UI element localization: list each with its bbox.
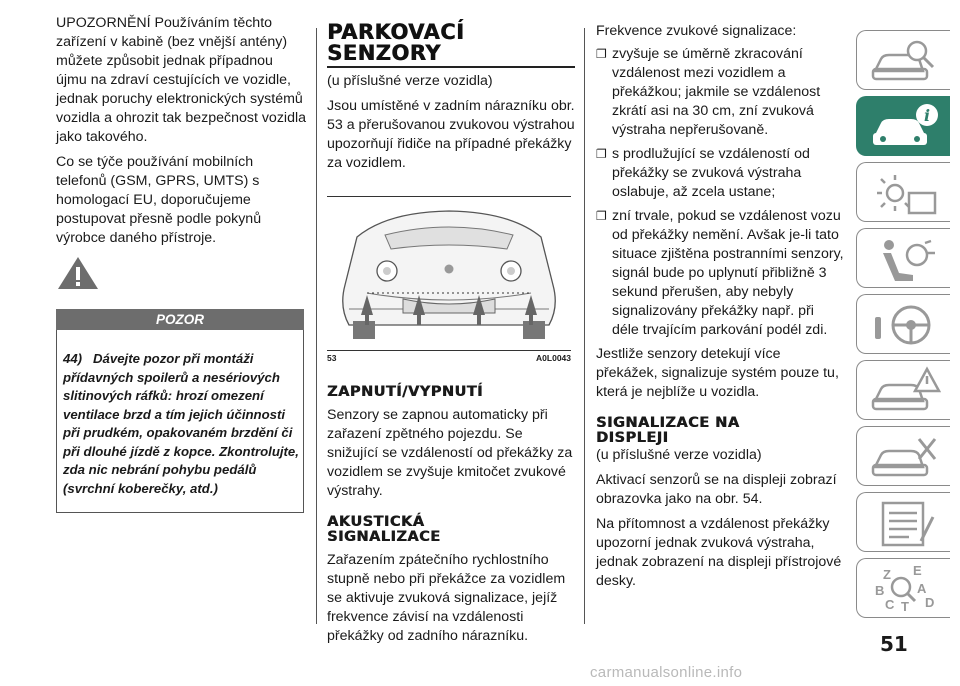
alphabet-index-icon	[869, 563, 941, 615]
warning-body: Dávejte pozor při montáži přídavných spoilerů a nesériových slitinových ráfků: hrozí omezení ventilace brzd a tím jejich účinnosti při prudkém, opakovaném brzdění či při dlouhé jízdě z kopce. Zkontrolujte, zda nic nebrání pohybu pedálů (svrchní koberečky, atd.)	[63, 351, 299, 496]
bullet-box-icon: ❐	[596, 47, 607, 61]
list-item-text: s prodlužující se vzdáleností od překážky se zvuková výstraha oslabuje, až zcela ustane;	[612, 146, 810, 200]
warning-number: 44)	[63, 351, 83, 366]
tab-car-info[interactable]	[856, 96, 950, 156]
section-heading-line1: PARKOVACÍ	[327, 20, 465, 44]
car-tools-icon	[869, 431, 941, 483]
warning-text	[63, 350, 299, 498]
alpha-letter: T	[901, 599, 909, 614]
figure-code: A0L0043	[536, 353, 571, 363]
steering-wheel-icon	[869, 299, 941, 351]
display-warning-paragraph: Na přítomnost a vzdálenost překážky upozorní jednak zvuková výstraha, jednak zobrazení na displeji přístrojové desky.	[596, 516, 842, 589]
subheading-display-line2: DISPLEJI	[596, 430, 669, 446]
page-number: 51	[880, 632, 908, 656]
version-note: (u příslušné verze vozidla)	[596, 447, 762, 463]
display-paragraph: Aktivací senzorů se na displeji zobrazí obrazovka jako na obr. 54.	[596, 472, 837, 507]
tab-steering-wheel[interactable]	[856, 294, 950, 354]
right-column	[596, 22, 844, 591]
alpha-letter: B	[875, 583, 885, 598]
column-divider	[584, 28, 585, 624]
subheading-acoustic	[327, 515, 577, 545]
subheading-on-off: ZAPNUTÍ/VYPNUTÍ	[327, 384, 483, 400]
list-item-text: zvyšuje se úměrně zkracování vzdálenost mezi vozidlem a překážkou; jakmile se vzdálenost zkrátí asi na 30 cm, zní zvuková výstraha nepřerušovaně.	[612, 46, 821, 138]
list-item	[596, 207, 844, 340]
car-search-icon	[869, 35, 941, 87]
svg-text:i: i	[924, 106, 931, 125]
list-item-text: zní trvale, pokud se vzdálenost vozu od překážky nemění. Avšak je-li tato situace zjištěna postranními senzory, signál bude po uplynutí přibližně 3 sekund přerušen, aby nebyly signalizovány překážky např. při déle trvajícím parkování podél zdi.	[612, 208, 844, 338]
left-column	[56, 14, 306, 248]
bullet-box-icon: ❐	[596, 209, 607, 223]
warning-content-frame	[56, 330, 304, 513]
heading-rule	[327, 66, 575, 68]
frequency-bullet-list	[596, 45, 844, 340]
figure-bottom-rule	[327, 350, 571, 351]
specifications-list-icon	[869, 497, 941, 549]
airbag-seat-icon	[869, 233, 941, 285]
column-divider	[316, 28, 317, 624]
list-item	[596, 145, 844, 202]
subheading-display-line1: SIGNALIZACE NA	[596, 415, 740, 431]
tab-airbag-seat[interactable]	[856, 228, 950, 288]
warning-title: POZOR	[56, 309, 304, 330]
car-warning-icon	[869, 365, 941, 417]
dashboard-lights-icon	[869, 167, 941, 219]
tab-alphabetical-index[interactable]	[856, 558, 950, 618]
tab-car-warning[interactable]	[856, 360, 950, 420]
figure-53	[327, 196, 577, 363]
subheading-display	[596, 416, 844, 446]
tab-specifications[interactable]	[856, 492, 950, 552]
bullet-box-icon: ❐	[596, 147, 607, 161]
tab-car-search[interactable]	[856, 30, 950, 90]
mobile-phone-paragraph: Co se týče používání mobilních telefonů (GSM, GPRS, UMTS) s homologací EU, doporučujeme postupovat přesně podle pokynů výrobce daného přístroje.	[56, 154, 262, 246]
version-note: (u příslušné verze vozidla)	[327, 73, 493, 89]
acoustic-paragraph: Zařazením zpátečního rychlostního stupně nebo při překážce za vozidlem se aktivuje zvuková signalizace, jejíž frekvence závisí na vzdálenosti překážky od zadního nárazníku.	[327, 552, 566, 644]
warning-triangle-icon	[56, 255, 100, 291]
tab-dashboard-lights[interactable]	[856, 162, 950, 222]
alpha-letter: D	[925, 595, 935, 610]
alpha-letter: A	[917, 581, 927, 596]
alpha-letter: E	[913, 563, 922, 578]
figure-caption	[327, 353, 571, 363]
multiple-obstacles-paragraph: Jestliže senzory detekují více překážek, signalizuje systém pouze tu, která je nejblíže u vozidla.	[596, 346, 839, 400]
section-heading	[327, 22, 577, 64]
subheading-acoustic-line1: AKUSTICKÁ	[327, 514, 425, 530]
alpha-letter: C	[885, 597, 895, 612]
on-off-paragraph: Senzory se zapnou automaticky při zařazení zpětného pojezdu. Se snižující se vzdáleností od překážky za vozidlem se zvyšuje kmitočet zvukové výstrahy.	[327, 407, 573, 499]
alpha-letter: Z	[883, 567, 891, 582]
tab-car-tools[interactable]	[856, 426, 950, 486]
middle-column	[327, 22, 577, 646]
figure-number: 53	[327, 353, 337, 363]
subheading-acoustic-line2: SIGNALIZACE	[327, 529, 441, 545]
section-heading-line2: SENZORY	[327, 41, 441, 65]
sensors-intro-paragraph: Jsou umístěné v zadním nárazníku obr. 53 a přerušovanou zvukovou výstrahou upozorňují řidiče na případné překážky za vozidlem.	[327, 98, 575, 171]
mobile-warning-paragraph: UPOZORNĚNÍ Používáním těchto zařízení v kabině (bez vnější antény) můžete způsobit jednak případnou újmu na zdraví cestujících ve vozidle, jednak poruchy elektronických systémů vozidla a ohrozit tak bezpečnost vozidla jako takového.	[56, 15, 306, 145]
list-item	[596, 45, 844, 140]
car-info-icon	[869, 101, 941, 153]
rear-bumper-sensors-illustration	[327, 197, 571, 345]
frequency-intro: Frekvence zvukové signalizace:	[596, 23, 797, 39]
watermark: carmanualsonline.info	[590, 664, 743, 681]
